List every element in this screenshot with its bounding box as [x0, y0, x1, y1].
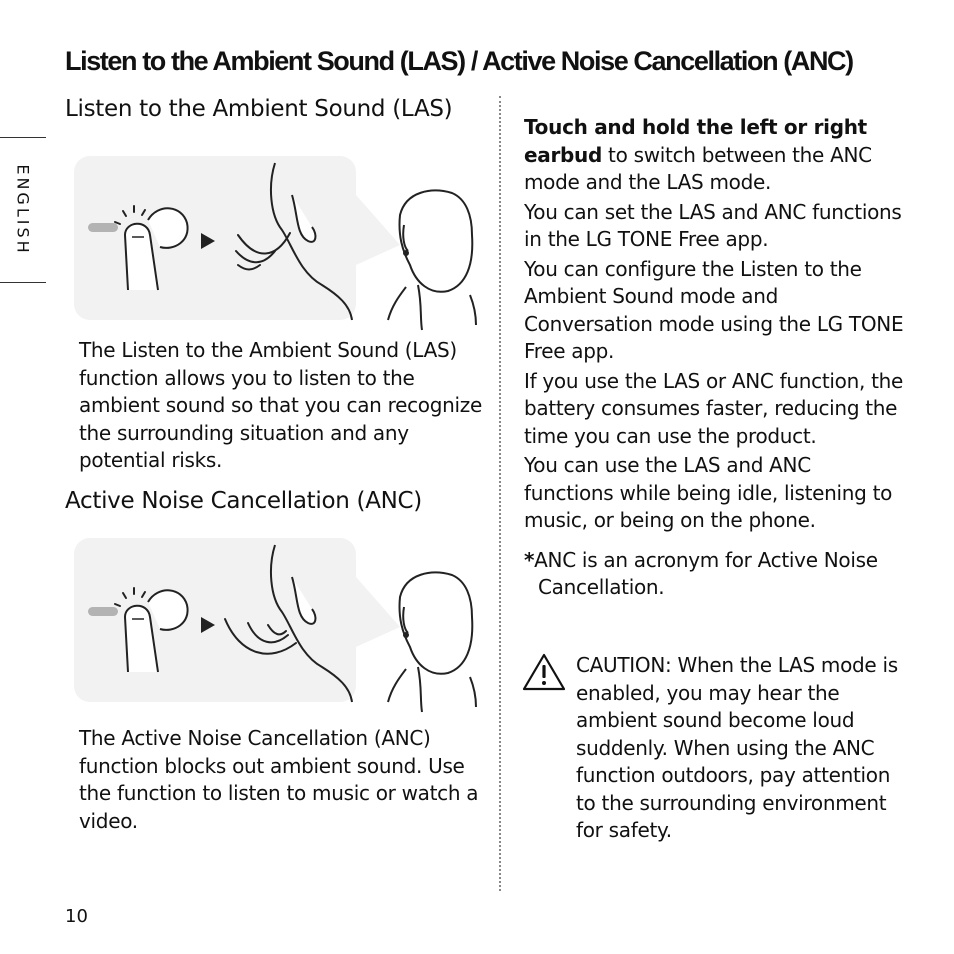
- language-tab: [0, 137, 46, 283]
- las-heading: Listen to the Ambient Sound (LAS): [65, 96, 453, 122]
- earbud-led-icon: [88, 223, 118, 232]
- note-text: ANC is an acronym for Active Noise Cancellation.: [534, 547, 878, 599]
- caution-body: When the LAS mode is enabled, you may hear the ambient sound become loud suddenly. When using the ANC function outdoors, pay attention to the surrounding environment for safety.: [576, 653, 898, 842]
- battery-text: If you use the LAS or ANC function, the battery consumes faster, reducing the time you can use the product.: [524, 368, 903, 448]
- column-divider: [499, 96, 501, 891]
- caution-label: CAUTION:: [576, 653, 672, 677]
- earbud-led-icon: [88, 607, 118, 616]
- instructions-column: [524, 114, 904, 604]
- head-icon: [399, 573, 472, 674]
- anc-heading: Active Noise Cancellation (ANC): [65, 488, 422, 514]
- usage-text: You can use the LAS and ANC functions while being idle, listening to music, or being on the phone.: [524, 453, 893, 532]
- touch-instruction-rest: to switch between the ANC mode and the LAS mode.: [524, 142, 872, 194]
- anc-illustration: [70, 537, 480, 717]
- note-asterisk: *: [524, 547, 535, 572]
- page-title: Listen to the Ambient Sound (LAS) / Active Noise Cancellation (ANC): [65, 46, 853, 76]
- acronym-note: [524, 547, 904, 602]
- touch-instruction: [524, 114, 904, 197]
- anc-description: The Active Noise Cancellation (ANC) function blocks out ambient sound. Use the function to listen to music or watch a video.: [79, 726, 479, 833]
- las-description: The Listen to the Ambient Sound (LAS) function allows you to listen to the ambient sound so that you can recognize the surrounding situation and any potential risks.: [79, 338, 482, 472]
- head-icon: [399, 191, 472, 292]
- configure-text: You can configure the Listen to the Ambient Sound mode and Conversation mode using the LG TONE Free app.: [524, 256, 904, 363]
- touch-instruction-bold: Touch and hold the left or right earbud: [524, 115, 867, 167]
- page-number: 10: [65, 906, 88, 927]
- las-illustration: [70, 155, 480, 335]
- language-tab-label: ENGLISH: [13, 164, 33, 256]
- app-settings-text: You can set the LAS and ANC functions in the LG TONE Free app.: [524, 199, 902, 251]
- warning-triangle-icon: [522, 652, 566, 692]
- caution-text: [576, 652, 906, 845]
